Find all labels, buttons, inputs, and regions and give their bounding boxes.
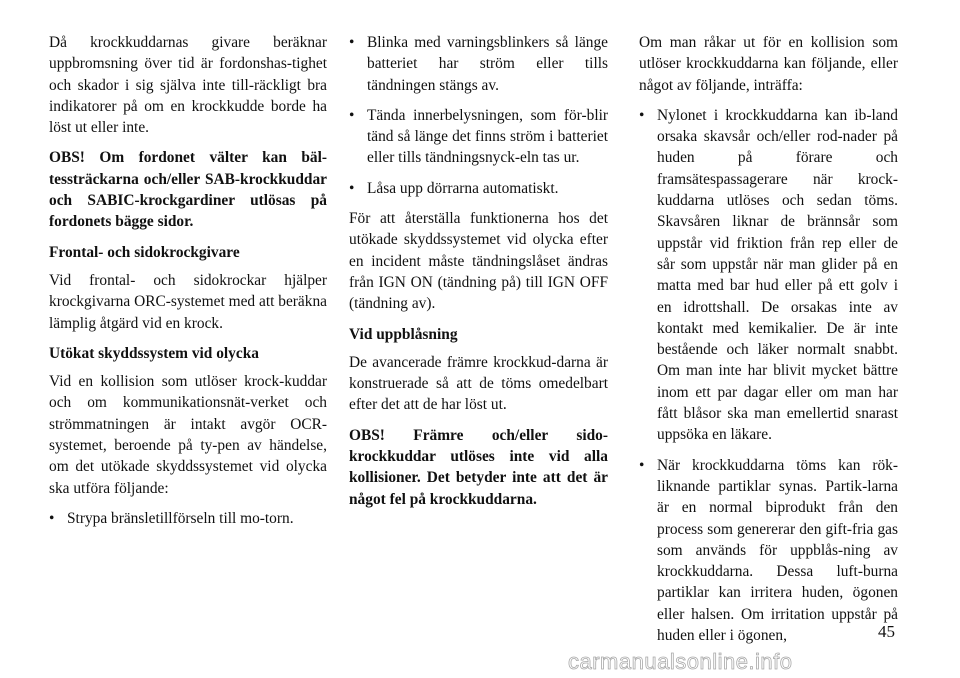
intro-paragraph: Då krockkuddarnas givare beräknar uppbromsning över tid är fordonshas-tighet och skador i sig själva inte till-räckligt bra indikatorer på om en krockkudde borde ha löst ut eller inte.: [49, 34, 327, 137]
list-item-text: Låsa upp dörrarna automatiskt.: [367, 179, 559, 197]
collision-intro-paragraph: Om man råkar ut för en kollision som utlöser krockkuddarna kan följande, eller något av följande, inträffa:: [639, 34, 898, 94]
bullet-icon: •: [349, 179, 355, 197]
list-item-text: Nylonet i krockkuddarna kan ib-land orsaka skavsår och/eller rod-nader på huden på förare och framsätespassagerare när krock-kuddarna utlöses och sedan töms. Skavsåren liknar de brännsår som uppstår vid friktion från rep eller de sår som uppstår när man glider på en matta med bar hud eller på ett golv i en idrottshall. De orsakas inte av kontakt med kemikalier. De är inte bestående och läker normalt snabbt. Om man inte har blivit mycket bättre inom ett par dagar eller om man har fått blåsor ska man emellertid snarast uppsöka en läkare.: [657, 106, 898, 444]
section-heading-enhanced-protection: Utökat skyddssystem vid olycka: [49, 344, 259, 362]
list-item-text: Tända innerbelysningen, som för-blir tänd så länge det finns ström i batteriet eller tills tändningsnyck-eln tas ur.: [367, 106, 608, 167]
bullet-icon: •: [349, 34, 355, 51]
enhanced-protection-paragraph: Vid en kollision som utlöser krock-kuddar och om kommunikationsnät-verket och strömmatningen är intakt avgör OCR-systemet, beroende på ty-pen av händelse, om det utökade skyddssystemet vid olycka ska utföra följande:: [49, 373, 327, 497]
bullet-list: [349, 32, 608, 199]
list-item: [639, 105, 898, 446]
bullet-icon: •: [639, 456, 645, 474]
list-item: [349, 105, 608, 169]
list-item-text: Blinka med varningsblinkers så länge batteriet har ström eller tills tändningen stängs av.: [367, 34, 608, 94]
list-item: [49, 508, 327, 529]
list-item-text: Strypa bränsletillförseln till mo-torn.: [67, 509, 294, 527]
list-item-text: När krockkuddarna töms kan rök-liknande partiklar synas. Partik-larna är en normal biprodukt från den process som genererar den gift-fria gas som används för uppblås-ning av krockkuddarna. Dessa luft-burna partiklar kan irritera huden, ögonen eller halsen. Om irritation uppstår på huden eller i ögonen,: [657, 456, 898, 645]
rollover-warning: OBS! Om fordonet välter kan bäl-tessträckarna och/eller SAB-krockkuddar och SABIC-krockgardiner utlösas på fordonets bägge sidor.: [49, 149, 327, 231]
list-item: [639, 455, 898, 647]
list-item: [349, 32, 608, 96]
bullet-icon: •: [49, 509, 55, 527]
bullet-list: [639, 105, 898, 646]
inflation-paragraph: De avancerade främre krockkud-darna är konstruerade så att de töms omedelbart efter det att de har löst ut.: [349, 353, 608, 414]
section-heading-inflation: Vid uppblåsning: [349, 325, 458, 343]
deployment-warning: OBS! Främre och/eller sido-krockkuddar utlöses inte vid alla kollisioner. Det betyder inte att det är något fel på krockkuddarna.: [349, 426, 608, 508]
list-item: [349, 178, 608, 199]
bullet-icon: •: [349, 106, 355, 124]
sensors-paragraph: Vid frontal- och sidokrockar hjälper krockgivarna ORC-systemet med att beräkna lämplig åtgärd vid en krock.: [49, 271, 327, 332]
bullet-list: [49, 508, 327, 529]
column-left: [49, 32, 327, 538]
bullet-icon: •: [639, 106, 645, 124]
column-middle: [349, 32, 608, 519]
column-right: [639, 32, 898, 655]
section-heading-sensors: Frontal- och sidokrockgivare: [49, 243, 240, 261]
watermark: carmanualsonline.info: [568, 649, 793, 674]
page-number: 45: [878, 622, 895, 641]
reset-paragraph: För att återställa funktionerna hos det utökade skyddssystemet vid olycka efter en incident måste tändningslåset ändras från IGN ON (tändning på) till IGN OFF (tändning av).: [349, 210, 608, 313]
